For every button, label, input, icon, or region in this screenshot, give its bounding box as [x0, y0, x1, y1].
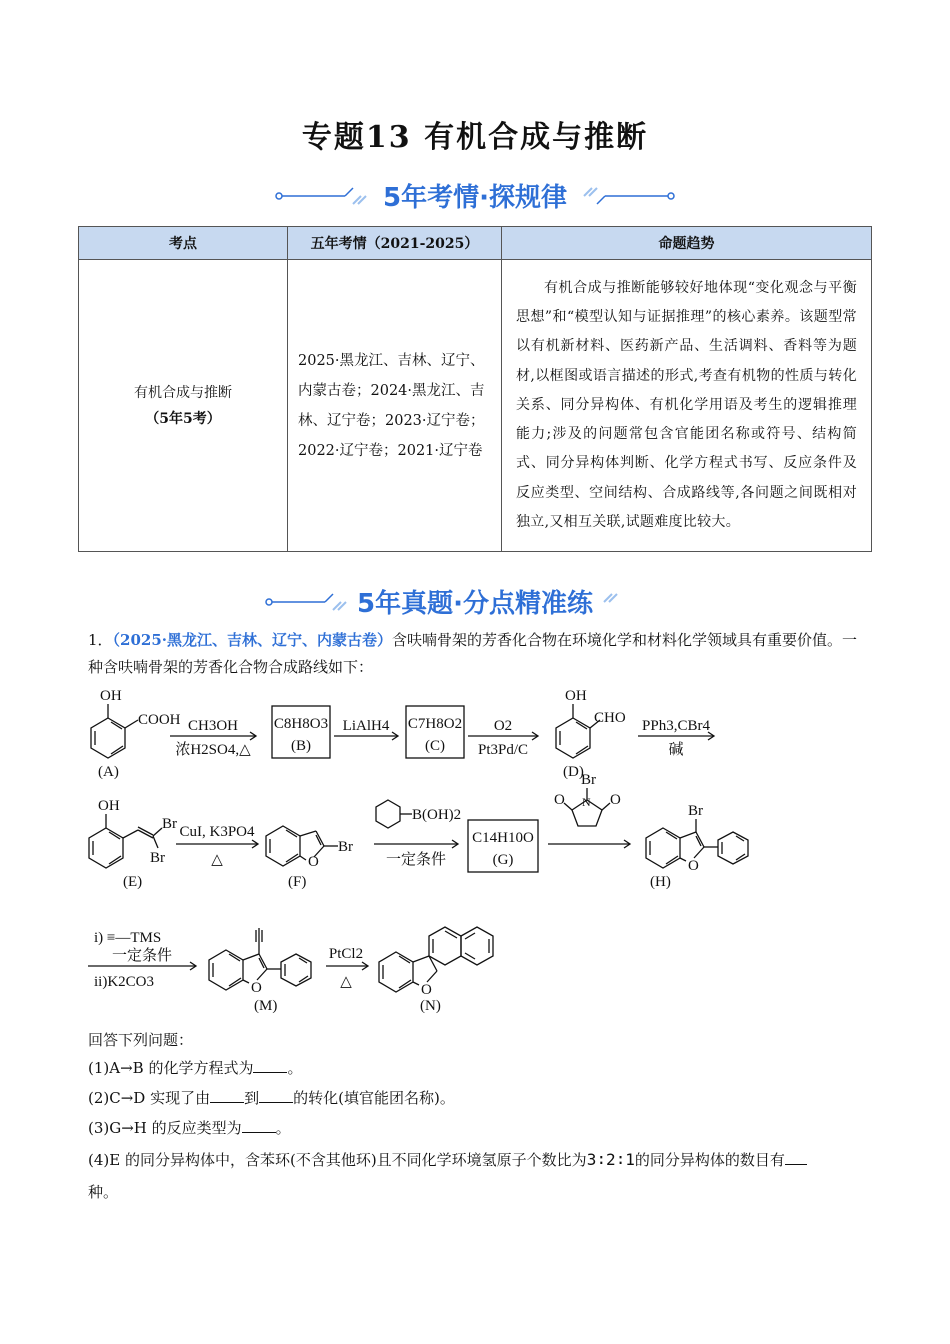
A-substituent-COOH: COOH [138, 712, 181, 728]
q4-ratio: 3∶2∶1 [586, 1150, 635, 1169]
N-label: (N) [420, 998, 441, 1014]
H-label: (H) [650, 874, 671, 890]
boronic-acid-label: B(OH)2 [412, 807, 462, 823]
question-intro [88, 627, 868, 681]
section-banner-past-papers [0, 582, 950, 622]
r3-top: O2 [493, 718, 513, 734]
r4-bottom: 碱 [668, 742, 684, 758]
nbs-o-right: O [610, 792, 621, 808]
sub-question-1 [88, 1057, 302, 1078]
nbs-n: N [582, 795, 591, 809]
D-substituent-OH: OH [565, 688, 587, 704]
page-title: 专题13 有机合成与推断 [301, 120, 649, 155]
answer-prompt: 回答下列问题： [88, 1031, 194, 1049]
trend-cell [502, 260, 872, 552]
r9-bottom: △ [340, 974, 352, 990]
q3-text: (3)G→H 的反应类型为 [88, 1119, 242, 1137]
q4-mid: 的同分异构体的数目有 [634, 1151, 785, 1169]
q4-text: (4)E 的同分异构体中，含苯环(不含其他环)且不同化学环境氢原子个数比为 [88, 1151, 587, 1169]
q3-end: 。 [275, 1119, 291, 1137]
question-source: （2025·黑龙江、吉林、辽宁、内蒙古卷） [112, 631, 393, 649]
C-formula: C7H8O2 [407, 716, 463, 732]
E-br1: Br [162, 816, 177, 832]
M-label: (M) [254, 998, 278, 1014]
r2-top: LiAlH4 [342, 718, 390, 734]
r5-top: CuI, K3PO4 [179, 824, 255, 840]
A-substituent-OH: OH [100, 688, 122, 704]
r8-bottom: ii)K2CO3 [94, 974, 154, 990]
H-br: Br [688, 803, 703, 819]
synthesis-scheme [78, 680, 878, 1020]
table-header-row [79, 227, 872, 260]
M-oxygen: O [251, 980, 262, 996]
sub-question-4 [88, 1149, 868, 1170]
header-trend: 命题趋势 [502, 227, 872, 260]
N-oxygen: O [421, 982, 432, 998]
G-formula: C14H10O [472, 830, 534, 846]
header-years: 五年考情（2021-2025） [288, 227, 502, 260]
question-intro-text: 含呋喃骨架的芳香化合物在环境化学和材料化学领域具有重要价值。一种含呋喃骨架的芳香化合物合成路线如下： [88, 631, 858, 676]
r8-top: i) ≡—TMS [94, 930, 162, 946]
section-banner-exam-trends [0, 176, 950, 216]
topic-cell [79, 260, 288, 552]
banner1-text: 5年考情·探规律 [383, 183, 567, 213]
sub-question-3 [88, 1117, 291, 1138]
q1-text: (1)A→B 的化学方程式为 [88, 1059, 254, 1077]
r6-bottom: 一定条件 [385, 852, 447, 868]
banner2-text: 5年真题·分点精准练 [357, 589, 593, 619]
q4-end: 种。 [88, 1183, 119, 1201]
sub-question-2 [88, 1087, 455, 1108]
B-formula: C8H8O3 [273, 716, 329, 732]
r1-bottom: 浓H2SO4,△ [175, 742, 251, 758]
A-label: (A) [98, 764, 119, 780]
q1-answer-blank[interactable] [253, 1058, 287, 1073]
r8-mid: 一定条件 [111, 948, 173, 964]
years-cell: 2025·黑龙江、吉林、辽宁、内蒙古卷；2024·黑龙江、吉林、辽宁卷；2023·辽宁卷；2022·辽宁卷；2021·辽宁卷 [288, 260, 502, 552]
exam-trend-table [78, 226, 872, 552]
header-topic: 考点 [79, 227, 288, 260]
r5-bottom: △ [211, 852, 223, 868]
q1-end: 。 [287, 1059, 303, 1077]
E-label: (E) [123, 874, 143, 890]
B-label: (B) [291, 738, 311, 754]
r4-top: PPh3,CBr4 [642, 718, 710, 734]
F-br: Br [338, 839, 353, 855]
topic-name: 有机合成与推断 [134, 384, 232, 401]
table-row [79, 260, 872, 552]
r3-bottom: Pt3Pd/C [477, 742, 529, 758]
q2-end: 的转化(填官能团名称)。 [293, 1089, 455, 1107]
q2-text: (2)C→D 实现了由 [88, 1089, 211, 1107]
D-substituent-CHO: CHO [594, 710, 626, 726]
nbs-o-left: O [554, 792, 565, 808]
D-label: (D) [563, 764, 584, 780]
question-number: 1． [88, 631, 113, 649]
topic-count: （5年5考） [145, 410, 221, 427]
F-oxygen: O [308, 854, 319, 870]
H-oxygen: O [688, 858, 699, 874]
G-label: (G) [492, 852, 514, 868]
C-label: (C) [425, 738, 445, 754]
q3-answer-blank[interactable] [242, 1118, 276, 1133]
q2-answer-blank-2[interactable] [259, 1088, 293, 1103]
q2-mid: 到 [244, 1089, 260, 1107]
r9-top: PtCl2 [328, 946, 364, 962]
E-substituent-OH: OH [98, 798, 120, 814]
q2-answer-blank-1[interactable] [210, 1088, 244, 1103]
E-br2: Br [150, 850, 165, 866]
trend-text: 有机合成与推断能够较好地体现“变化观念与平衡思想”和“模型认知与证据推理”的核心素养。该题型常以有机新材料、医药新产品、生活调料、香料等为题材,以框图或语言描述的形式,考查有机物的性质与转化关系、同分异构体、有机化学用语及考生的逻辑推理能力;涉及的问题常包含官能团名称或符号、结构简式、同分异构体判断、化学方程式书写、反应条件及反应类型、空间结构、合成路线等,各问题之间既相对独立,又相互关联,试题难度比较大。 [516, 279, 857, 531]
r1-top: CH3OH [187, 718, 239, 734]
nbs-br: Br [581, 772, 596, 788]
q4-answer-blank[interactable] [785, 1150, 807, 1165]
F-label: (F) [288, 874, 307, 890]
